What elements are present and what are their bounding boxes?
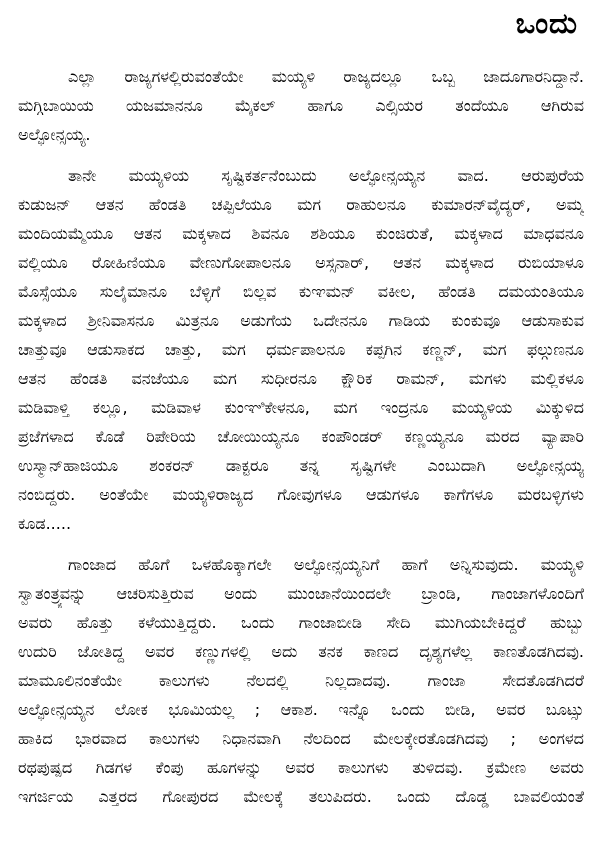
text-line: ಮಂದಿಯಮ್ಮೆಯೂ ಆತನ ಮಕ್ಕಳಾದ ಶಿವನೂ ಶಶಿಯೂ ಕುಂಜಿರುತೆ, ಮಕ್ಕಳಾದ ಮಾಧವನೂ [18, 224, 584, 243]
text-line: ಮಕ್ಕಳಾದ ಶ್ರೀನಿವಾಸನೂ ಮಿತ್ರನೂ ಅಡುಗೆಯ ಒದೇನನೂ ಗಾಡಿಯ ಕುಂಕುವೂ ಆಡುಸಾಕುವ [18, 311, 584, 330]
text-line: ವಲ್ಲಿಯೂ ರೋಹಿಣಿಯೂ ವೇಣುಗೋಪಾಲನೂ ಅಸ್ಸನಾರ್, ಆತನ ಮಕ್ಕಳಾದ ರುಬಿಯಾಳೂ [18, 253, 584, 272]
text-line: ಅವರು ಹೊತ್ತು ಕಳೆಯುತ್ತಿದ್ದರು. ಒಂದು ಗಾಂಜಾಬೀಡಿ ಸೇದಿ ಮುಗಿಯಬೇಕಿದ್ದರೆ ಹುಬ್ಬು [18, 613, 584, 632]
text-line: ಮಾಮೂಲಿನಂತೆಯೇ ಕಾಲುಗಳು ನೆಲದಲ್ಲಿ ನಿಲ್ಲದಾದವು. ಗಾಂಜಾ ಸೇದತೊಡಗಿದರೆ [18, 671, 584, 690]
text-line: ಮಡಿವಾಳ್ತಿ ಕಲ್ಲೂ, ಮಡಿವಾಳ ಕುಂಞಿಕೇಳನೂ, ಮಗ ಇಂದ್ರನೂ ಮಯ್ಯಳಿಯ ಮಿಕ್ಕುಳಿದ [18, 398, 584, 417]
text-line: ಮೊಸ್ಸೆಯೂ ಸುಲೈಮಾನೂ ಬೆಳ್ಳಿಗೆ ಬಿಲ್ಲವ ಕುಞಮನ್ ವಕೀಲ, ಹೆಂಡತಿ ದಮಯಂತಿಯೂ [18, 282, 584, 301]
text-line: ಕುಡುಜನ್ ಆತನ ಹೆಂಡತಿ ಚಪ್ಪಿಲೆಯೂ ಮಗ ರಾಹುಲನೂ ಕುಮಾರನ್‌ವೈದ್ಯರ್, ಅಮ್ಮ [18, 195, 584, 214]
text-line: ತಾನೇ ಮಯ್ಯಳಿಯ ಸೃಷ್ಟಿಕರ್ತನೆಂಬುದು ಅಲ್ಫೋನ್ಸಯ್ಯನ ವಾದ. ಆರುಪುರೆಯ [68, 166, 584, 185]
text-line: ಮಗ್ಗಿಬಾಯಿಯ ಯಜಮಾನನೂ ಮೈಕಲ್ ಹಾಗೂ ಎಲ್ಸಿಯರ ತಂದೆಯೂ ಆಗಿರುವ [18, 96, 584, 115]
text-line: ಹಾಕಿದ ಭಾರವಾದ ಕಾಲುಗಳು ನಿಧಾನವಾಗಿ ನೆಲದಿಂದ ಮೇಲಕ್ಕೇರತೊಡಗಿದವು ; ಅಂಗಳದ [18, 729, 584, 748]
text-line: ಗಾಂಜಾದ ಹೊಗೆ ಒಳಹೊಕ್ಕಾಗಲೇ ಅಲ್ಫೋನ್ಸಯ್ಯನಿಗೆ ಹಾಗೆ ಅನ್ನಿಸುವುದು. ಮಯ್ಯಳಿ [68, 555, 584, 574]
text-line: ಇಗರ್ಜಿಯ ಎತ್ತರದ ಗೋಪುರದ ಮೇಲಕ್ಕೆ ತಲುಪಿದರು. ಒಂದು ದೊಡ್ಡ ಬಾವಲಿಯಂತೆ [18, 787, 584, 806]
text-line: ಕೂಡ..... [18, 514, 72, 533]
chapter-body [18, 62, 584, 811]
text-line: ಚಾತ್ತುವೂ ಆಡುಸಾಕದ ಚಾತ್ತು, ಮಗ ಧರ್ಮಪಾಲನೂ ಕಪ್ಪಗಿನ ಕಣ್ಣನ್, ಮಗ ಫಲ್ಗುಣನೂ [18, 340, 584, 359]
text-line: ಅಲ್ಫೋನ್ಸಯ್ಯನ ಲೋಕ ಭೂಮಿಯಲ್ಲ ; ಆಕಾಶ. ಇನ್ನೊ ಒಂದು ಬೀಡಿ, ಅವರ ಬೂಟ್ಸು [18, 700, 584, 719]
text-line: ಉದುರಿ ಜೋತಿದ್ದ ಅವರ ಕಣ್ಣುಗಳಲ್ಲಿ ಅದು ತನಕ ಕಾಣದ ದೃಶ್ಯಗಳೆಲ್ಲ ಕಾಣತೊಡಗಿದವು. [18, 642, 584, 661]
text-line: ಎಲ್ಲಾ ರಾಜ್ಯಗಳಲ್ಲಿರುವಂತೆಯೇ ಮಯ್ಯಳಿ ರಾಜ್ಯದಲ್ಲೂ ಒಬ್ಬ ಜಾದೂಗಾರನಿದ್ದಾನೆ. [68, 67, 584, 86]
text-line: ಆತನ ಹೆಂಡತಿ ವನಜೆಯೂ ಮಗ ಸುಧೀರನೂ ಕ್ಷೌರಿಕ ರಾಮನ್, ಮಗಳು ಮಲ್ಲಿಕಳೂ [18, 369, 584, 388]
paragraph-3 [18, 550, 584, 811]
text-line: ಸ್ವಾತಂತ್ರ್ಯವನ್ನು ಆಚರಿಸುತ್ತಿರುವ ಅಂದು ಮುಂಜಾನೆಯಿಂದಲೇ ಬ್ರಾಂಡಿ, ಗಾಂಜಾಗಳೊಂದಿಗೆ [18, 584, 584, 603]
text-line: ಉಸ್ಮಾನ್‌ಹಾಜಿಯೂ ಶಂಕರನ್ ಡಾಕ್ಟರೂ ತನ್ನ ಸೃಷ್ಟಿಗಳೇ ಎಂಬುದಾಗಿ ಅಲ್ಫೋನ್ಸಯ್ಯ [18, 456, 584, 475]
paragraph-1 [18, 62, 584, 149]
text-line: ಪ್ರಜೆಗಳಾದ ಕೊಡೆ ರಿಪೇರಿಯ ಚೋಯಿಯ್ಯನೂ ಕಂಪೌಂಡರ್ ಕಣ್ಣಯ್ಯನೂ ಮರದ ವ್ಯಾಪಾರಿ [18, 427, 584, 446]
text-line: ಅಲ್ಫೋನ್ಸಯ್ಯ. [18, 125, 91, 144]
paragraph-2 [18, 161, 584, 538]
text-line: ರಥಪುಷ್ಪದ ಗಿಡಗಳ ಕೆಂಪು ಹೂಗಳನ್ನು ಅವರ ಕಾಲುಗಳು ತುಳಿದವು. ಕ್ರಮೇಣ ಅವರು [18, 758, 584, 777]
chapter-title: ಒಂದು [515, 6, 578, 40]
text-line: ನಂಬಿದ್ದರು. ಅಂತೆಯೇ ಮಯ್ಯಳಿರಾಜ್ಯದ ಗೋವುಗಳೂ ಆಡುಗಳೂ ಕಾಗೆಗಳೂ ಮರಬಳ್ಳಿಗಳು [18, 485, 584, 504]
